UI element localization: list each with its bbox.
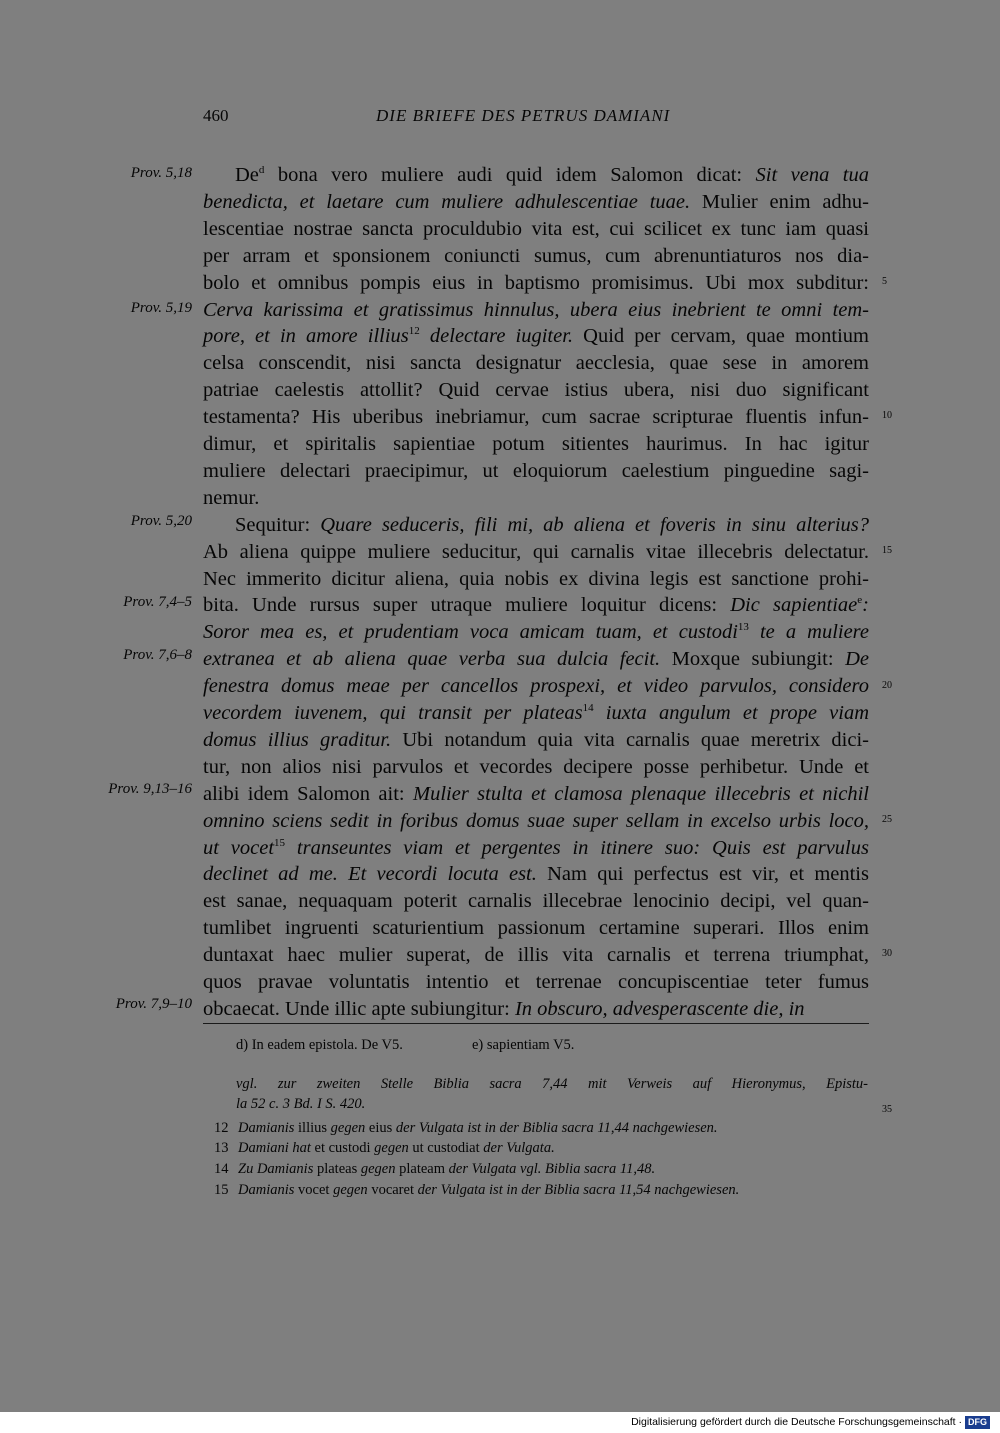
line-number-10: 10 xyxy=(882,410,892,421)
body-line xyxy=(203,915,869,942)
text-run: bona vero muliere audi quid idem Salomon dicat: xyxy=(264,164,756,186)
margin-ref-7: Prov. 7,9–10 xyxy=(115,996,192,1012)
text-run: alibi idem Salomon ait: xyxy=(203,782,413,805)
text-run: der Vulgata. xyxy=(483,1140,555,1156)
text-run: plateam xyxy=(395,1161,449,1177)
footnote-marker: 15 xyxy=(274,836,286,849)
running-title: DIE BRIEFE DES PETRUS DAMIANI xyxy=(376,106,671,125)
text-run: Nam qui perfectus est vir, et mentis xyxy=(536,863,869,886)
body-line xyxy=(203,189,869,216)
footnote-line xyxy=(236,1094,365,1114)
text-run: est sanae, nequaquam poterit carnalis illecebrae lenocinio decipi, vel quan- xyxy=(203,890,869,913)
text-run: gegen xyxy=(360,1161,396,1177)
text-run: Ab aliena quippe muliere seducitur, qui carnalis vitae illecebris delectatur. xyxy=(203,540,869,563)
footnote-number-13: 13 xyxy=(214,1140,229,1156)
body-line xyxy=(203,592,869,619)
text-run: patriae caelestis attollit? Quid cervae istius ubera, nisi duo significant xyxy=(203,379,869,402)
text-run: Ubi notandum quia vita carnalis quae meretrix dici- xyxy=(391,728,869,751)
body-line xyxy=(203,969,869,996)
body-line xyxy=(203,942,869,969)
text-run: et custodi xyxy=(310,1140,375,1156)
margin-ref-6: Prov. 9,13–16 xyxy=(108,781,192,797)
text-run: obcaecat. Unde illic apte subiungitur: xyxy=(203,997,515,1020)
text-run: la 52 c. 3 Bd. I S. 420. xyxy=(236,1096,366,1112)
text-run: : xyxy=(862,594,869,617)
body-line xyxy=(203,162,869,189)
text-run: domus illius graditur. xyxy=(203,728,392,751)
line-number-30: 30 xyxy=(882,948,892,959)
text-run: delectare iugiter. xyxy=(419,325,574,348)
body-line xyxy=(203,781,869,808)
text-run: gegen xyxy=(333,1182,368,1198)
text-run: De xyxy=(235,164,259,186)
body-line xyxy=(203,700,869,727)
body-line xyxy=(203,673,869,700)
body-line xyxy=(203,297,869,324)
text-run: Soror mea es, et prudentiam voca amicam tuam, et custodi xyxy=(203,621,738,644)
text-run: Damianis xyxy=(238,1120,295,1136)
text-run: plateas xyxy=(313,1161,361,1177)
footnote-separator xyxy=(203,1023,869,1024)
line-number-15: 15 xyxy=(882,545,892,556)
text-run: Cerva karissima et gratissimus hinnulus, ubera eius inebrient te omni tem- xyxy=(203,298,869,321)
text-run: der Vulgata vgl. Biblia sacra 11,48. xyxy=(448,1161,656,1177)
text-run: te a muliere xyxy=(748,621,869,644)
margin-ref-4: Prov. 7,4–5 xyxy=(123,594,192,610)
text-run: muliere delectari praecipimur, ut eloquiorum caelestium pinguedine sagi- xyxy=(203,459,869,482)
footnote-line xyxy=(236,1074,868,1094)
margin-ref-2: Prov. 5,19 xyxy=(130,300,192,316)
funding-banner xyxy=(0,1412,1000,1433)
footnote-marker: 12 xyxy=(408,325,420,338)
text-run: eius xyxy=(365,1120,396,1136)
footnote-line xyxy=(238,1159,655,1179)
footnote-number-12: 12 xyxy=(214,1120,229,1136)
footnote-marker: e xyxy=(857,594,863,607)
text-run: testamenta? His uberibus inebriamur, cum sacrae scripturae fluentis infun- xyxy=(203,406,869,429)
text-run: dimur, et spiritalis sapientiae potum sitientes haurimus. In hac igitur xyxy=(203,433,869,455)
body-line xyxy=(203,888,869,915)
text-run: declinet ad me. Et vecordi locuta est. xyxy=(203,863,537,886)
footnote-line xyxy=(238,1138,555,1158)
text-run: lescentiae nostrae sancta proculdubio vita est, cui scilicet ex tunc iam quasi xyxy=(203,217,869,240)
text-run: quos pravae voluntatis intentio et terrenae concupiscentiae teter fumus xyxy=(203,971,869,993)
body-line xyxy=(203,350,869,377)
footnote-marker: 13 xyxy=(737,621,749,634)
body-line xyxy=(203,377,869,404)
margin-ref-5: Prov. 7,6–8 xyxy=(123,647,192,663)
footnote-number-14: 14 xyxy=(214,1161,229,1177)
line-number-5: 5 xyxy=(882,276,887,287)
body-line xyxy=(203,754,869,781)
text-run: vocet xyxy=(294,1182,334,1198)
text-run: De xyxy=(845,648,869,671)
body-line xyxy=(203,861,869,888)
text-run: Moxque subiungit: xyxy=(660,648,846,671)
body-line xyxy=(203,270,869,297)
text-run: Mulier stulta et clamosa plenaque illecebris et nichil xyxy=(413,782,869,805)
text-run: der Vulgata ist in der Biblia sacra 11,44 nachgewiesen. xyxy=(395,1120,718,1136)
text-run: Quare seduceris, fili mi, ab aliena et foveris in sinu alterius? xyxy=(320,513,869,536)
line-number-20: 20 xyxy=(882,680,892,691)
text-run: fenestra domus meae per cancellos prospexi, et video parvulos, considero xyxy=(203,675,869,698)
funding-banner-text: Digitalisierung gefördert durch die Deutsche Forschungsgemeinschaft · xyxy=(631,1416,962,1428)
margin-ref-1: Prov. 5,18 xyxy=(130,165,192,181)
text-run: extranea et ab aliena quae verba sua dulcia fecit. xyxy=(203,648,661,671)
text-run: iuxta angulum et prope viam xyxy=(593,702,870,724)
text-run: omnino sciens sedit in foribus domus suae super sellam in excelso urbis loco, xyxy=(203,809,869,832)
body-line xyxy=(203,727,869,754)
body-line xyxy=(203,646,869,673)
text-run: Quid per cervam, quae montium xyxy=(573,325,870,348)
text-run: per arram et sponsionem coniuncti sumus, cum abrenuntiaturos nos dia- xyxy=(203,244,869,267)
text-run: pore, et in amore illius xyxy=(203,325,409,348)
body-line xyxy=(203,431,869,458)
text-run: benedicta, et laetare cum muliere adhulescentiae tuae. xyxy=(203,190,691,213)
text-run: Mulier enim adhu- xyxy=(690,190,869,213)
body-line xyxy=(203,539,869,566)
text-run: celsa conscendit, nisi sancta designatur aecclesia, quae sese in amorem xyxy=(203,352,869,375)
text-run: Sit vena tua xyxy=(755,164,869,186)
text-run: Damiani hat xyxy=(238,1140,311,1156)
text-run: tumlibet ingruenti scaturientium passionum certamine superari. Illos enim xyxy=(203,917,869,940)
text-run: bolo et omnibus pompis eius in baptismo promisimus. Ubi mox subditur: xyxy=(203,271,869,294)
text-run: vocaret xyxy=(367,1182,418,1198)
body-line xyxy=(203,566,869,593)
margin-ref-3: Prov. 5,20 xyxy=(130,513,192,529)
text-run: ut custodiat xyxy=(408,1140,484,1156)
footnote-line xyxy=(238,1180,739,1200)
line-number-25: 25 xyxy=(882,814,892,825)
text-run: ut vocet xyxy=(203,836,275,859)
text-run: nemur. xyxy=(203,486,260,509)
text-run: illius xyxy=(294,1120,331,1136)
body-line xyxy=(203,835,869,862)
text-run: der Vulgata ist in der Biblia sacra 11,54 nachgewiesen. xyxy=(417,1182,740,1198)
footnote-marker: d xyxy=(258,164,265,176)
body-line xyxy=(203,243,869,270)
body-line xyxy=(203,404,869,431)
text-run: bita. Unde rursus super utraque muliere loquitur dicens: xyxy=(203,594,731,617)
text-run: Zu Damianis xyxy=(238,1161,314,1177)
text-run: tur, non alios nisi parvulos et vecordes decipere posse perhibetur. Unde et xyxy=(203,755,869,778)
text-run: gegen xyxy=(330,1120,366,1136)
dfg-logo: DFG xyxy=(965,1416,990,1429)
footnote-number-15: 15 xyxy=(214,1182,229,1198)
body-line xyxy=(203,619,869,646)
text-run: transeuntes viam et pergentes in itinere suo: Quis est parvulus xyxy=(285,836,869,859)
body-line xyxy=(203,323,869,350)
text-run: Dic sapientiae xyxy=(730,594,858,617)
page-number: 460 xyxy=(203,106,229,125)
text-run: Damianis xyxy=(238,1182,295,1198)
line-number-35: 35 xyxy=(882,1104,892,1115)
body-line xyxy=(203,996,869,1023)
footnote-marker: 14 xyxy=(582,702,594,714)
text-run: Nec immerito dicitur aliena, quia nobis ex divina legis est sanctione prohi- xyxy=(203,567,869,590)
body-line xyxy=(203,512,869,539)
body-line xyxy=(203,485,869,512)
body-line xyxy=(203,458,869,485)
text-run: gegen xyxy=(374,1140,409,1156)
body-line xyxy=(203,216,869,243)
text-run: vecordem iuvenem, qui transit per plateas xyxy=(203,702,583,724)
text-run: duntaxat haec mulier superat, de illis vita carnalis et terrena triumphat, xyxy=(203,944,869,967)
body-line xyxy=(203,808,869,835)
apparatus-e: e) sapientiam V5. xyxy=(472,1037,575,1053)
text-run: vgl. zur zweiten Stelle Biblia sacra 7,44 mit Verweis auf Hieronymus, Epistu- xyxy=(236,1076,868,1092)
footnote-line xyxy=(238,1118,718,1138)
text-run: Sequitur: xyxy=(235,513,321,536)
apparatus-d: d) In eadem epistola. De V5. xyxy=(236,1037,403,1053)
text-run: In obscuro, advesperascente die, in xyxy=(514,997,805,1020)
